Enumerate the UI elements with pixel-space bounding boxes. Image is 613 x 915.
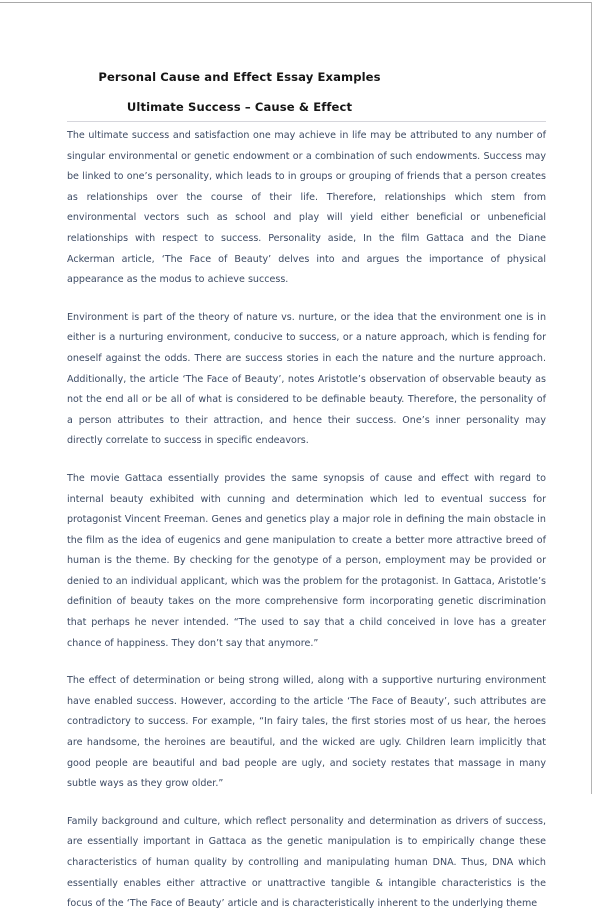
top-divider-rule xyxy=(0,2,592,3)
body-paragraph: The movie Gattaca essentially provides the same synopsis of cause and effect with regard to internal beauty exhibited with cunning and determination which led to eventual success for protagonist Vincent Freeman. Genes and genetics play a major role in defining the main obstacle in the film as the idea of eugenics and gene manipulation to create a better more attractive breed of human is the theme. By checking for the genotype of a person, employment may be provided or denied to an individual applicant, which was the problem for the protagonist. In Gattaca, Aristotle’s definition of beauty takes on the more comprehensive form incorporating genetic discrimination that perhaps he never intended. “The used to say that a child conceived in love has a greater chance of happiness. They don’t say that anymore.” xyxy=(67,472,546,649)
body-paragraph: Environment is part of the theory of nature vs. nurture, or the idea that the environment one is in either is a nurturing environment, conducive to success, or a nature approach, which is fending for oneself against the odds. There are success stories in each the nature and the nurture approach. Additionally, the article ‘The Face of Beauty’, notes Aristotle’s observation of observable beauty as not the end all or be all of what is considered to be definable beauty. Therefore, the personality of a person attributes to their attraction, and hence their success. One’s inner personality may directly correlate to success in specific endeavors. xyxy=(67,311,546,447)
essay-body xyxy=(67,126,546,915)
essay-subtitle: Ultimate Success – Cause & Effect xyxy=(126,100,353,114)
page-outer-margin xyxy=(592,0,613,794)
page-title: Personal Cause and Effect Essay Examples xyxy=(98,70,381,84)
body-paragraph: Family background and culture, which reflect personality and determination as drivers of success, are essentially important in Gattaca as the genetic manipulation is to empirically change these characteristics of human quality by controlling and manipulating human DNA. Thus, DNA which essentially enables either attractive or unattractive tangible & intangible characteristics is the focus of the ‘The Face of Beauty’ article and is characteristically inherent to the underlying theme xyxy=(67,815,546,910)
body-paragraph: The effect of determination or being strong willed, along with a supportive nurturing environment have enabled success. However, according to the article ‘The Face of Beauty’, such attributes are contradictory to success. For example, “In fairy tales, the first stories most of us hear, the heroes are handsome, the heroines are beautiful, and the wicked are ugly. Children learn implicitly that good people are beautiful and bad people are ugly, and society restates that massage in many subtle ways as they grow older.” xyxy=(67,675,546,790)
body-paragraph: The ultimate success and satisfaction one may achieve in life may be attributed to any number of singular environmental or genetic endowment or a combination of such endowments. Success may be linked to one’s personality, which leads to in groups or grouping of friends that a person creates as relationships over the course of their life. Therefore, relationships which stem from environmental vectors such as school and play will yield either beneficial or unbeneficial relationships with respect to success. Personality aside, In the film Gattaca and the Diane Ackerman article, ‘The Face of Beauty’ delves into and argues the importance of physical appearance as the modus to achieve success. xyxy=(67,130,546,286)
header-divider-rule xyxy=(67,121,546,122)
page-right-border xyxy=(591,2,592,794)
